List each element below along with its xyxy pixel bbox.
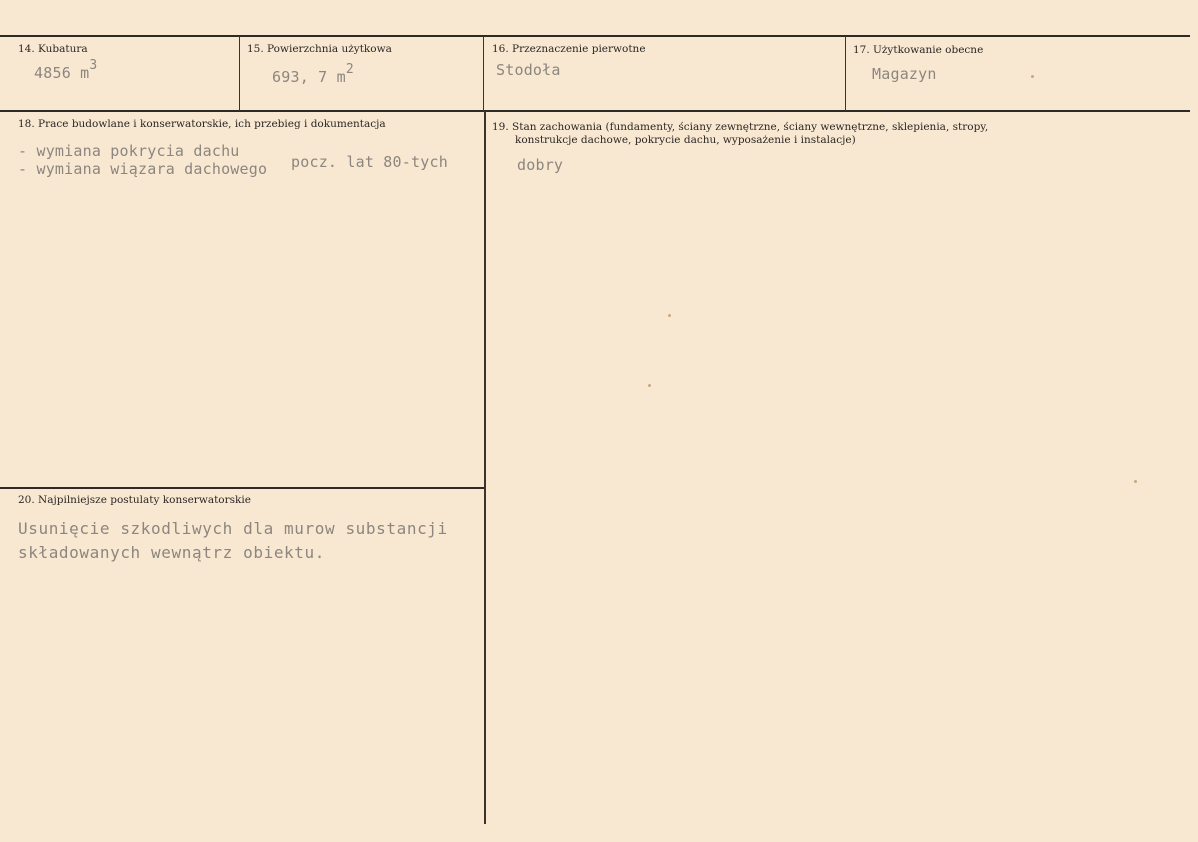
prace-date-note: pocz. lat 80-tych xyxy=(291,153,448,171)
paper-speck xyxy=(668,314,671,317)
powierzchnia-value xyxy=(272,62,354,86)
uzytkowanie-value: Magazyn xyxy=(872,65,937,83)
przeznaczenie-label: 16. Przeznaczenie pierwotne xyxy=(492,43,646,55)
divider-14-15 xyxy=(239,36,240,111)
powierzchnia-label: 15. Powierzchnia użytkowa xyxy=(247,43,392,55)
stan-zachowania-label-1: 19. Stan zachowania (fundamenty, ściany zewnętrzne, ściany wewnętrzne, sklepienia, stropy, xyxy=(492,121,989,133)
kubatura-number: 4856 m xyxy=(34,64,90,82)
divider-left-right xyxy=(484,111,486,824)
kubatura-value xyxy=(34,58,98,82)
powierzchnia-number: 693, 7 m xyxy=(272,68,346,86)
przeznaczenie-value: Stodoła xyxy=(496,61,561,79)
stan-zachowania-value: dobry xyxy=(517,156,564,174)
uzytkowanie-label: 17. Użytkowanie obecne xyxy=(853,44,984,56)
stan-zachowania-label-2: konstrukcje dachowe, pokrycie dachu, wyposażenie i instalacje) xyxy=(515,134,856,146)
postulaty-label: 20. Najpilniejsze postulaty konserwatorskie xyxy=(18,494,251,506)
kubatura-exponent: 3 xyxy=(89,58,98,73)
top-rule xyxy=(0,35,1190,37)
divider-16-17 xyxy=(845,36,846,111)
prace-line-2: - wymiana wiązara dachowego xyxy=(18,160,268,178)
kubatura-label: 14. Kubatura xyxy=(18,43,88,55)
powierzchnia-exponent: 2 xyxy=(345,62,354,77)
postulaty-line-2: składowanych wewnątrz obiektu. xyxy=(18,543,325,562)
paper-speck xyxy=(648,384,651,387)
divider-15-16 xyxy=(483,36,484,111)
postulaty-line-1: Usunięcie szkodliwych dla murow substancji xyxy=(18,519,448,538)
section20-top-rule xyxy=(0,487,484,489)
paper-speck xyxy=(1134,480,1137,483)
prace-line-1: - wymiana pokrycia dachu xyxy=(18,142,240,160)
prace-label: 18. Prace budowlane i konserwatorskie, ich przebieg i dokumentacja xyxy=(18,118,386,130)
paper-speck xyxy=(1031,75,1034,78)
row1-bottom-rule xyxy=(0,110,1190,112)
